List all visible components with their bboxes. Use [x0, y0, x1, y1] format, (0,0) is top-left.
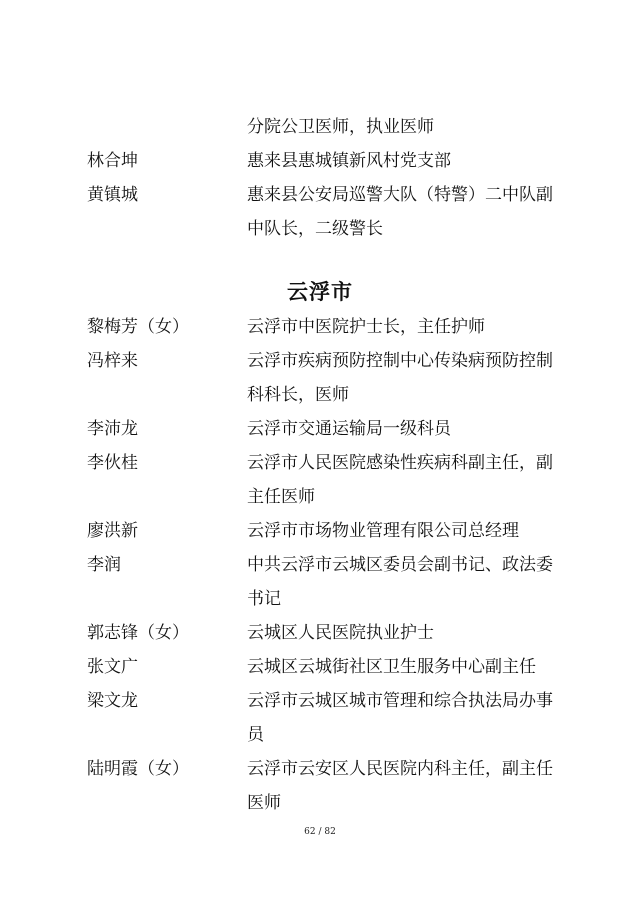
entry-name: 冯梓来 — [87, 351, 138, 371]
entry-role: 云浮市交通运输局一级科员 — [247, 419, 451, 439]
section-entries — [0, 310, 640, 820]
list-item — [0, 752, 640, 820]
entry-role: 云浮市疾病预防控制中心传染病预防控制科科长，医师 — [247, 351, 553, 405]
entry-name: 黎梅芳（女） — [87, 317, 189, 337]
list-item — [0, 310, 640, 344]
entry-role: 惠来县惠城镇新风村党支部 — [247, 151, 451, 171]
list-item — [0, 548, 640, 616]
page-number: 62 / 82 — [304, 827, 336, 837]
list-item — [0, 616, 640, 650]
list-item — [0, 514, 640, 548]
entry-role: 惠来县公安局巡警大队（特警）二中队副中队长，二级警长 — [247, 185, 553, 239]
entry-role: 云浮市人民医院感染性疾病科副主任，副主任医师 — [247, 453, 553, 507]
entry-role: 云浮市云安区人民医院内科主任，副主任医师 — [247, 759, 553, 813]
list-item — [0, 650, 640, 684]
entry-name: 李沛龙 — [87, 419, 138, 439]
entry-name: 李润 — [87, 555, 121, 575]
list-item — [0, 144, 640, 178]
entry-role: 中共云浮市云城区委员会副书记、政法委书记 — [247, 555, 553, 609]
entry-name: 张文广 — [87, 657, 138, 677]
list-item — [0, 412, 640, 446]
list-item — [0, 178, 640, 246]
entry-role: 云浮市市场物业管理有限公司总经理 — [247, 521, 519, 541]
entry-role: 云城区云城街社区卫生服务中心副主任 — [247, 657, 536, 677]
entry-name: 李伙桂 — [87, 453, 138, 473]
entry-name: 梁文龙 — [87, 691, 138, 711]
entry-role: 云浮市中医院护士长，主任护师 — [247, 317, 485, 337]
entry-name: 郭志锋（女） — [87, 623, 189, 643]
list-item — [0, 446, 640, 514]
list-item — [0, 684, 640, 752]
entry-name: 陆明霞（女） — [87, 759, 189, 779]
entry-name: 林合坤 — [87, 151, 138, 171]
list-item — [0, 344, 640, 412]
entry-role: 分院公卫医师，执业医师 — [247, 117, 434, 137]
section-title: 云浮市 — [287, 280, 353, 304]
continued-entry — [0, 110, 640, 144]
entries-before-section — [0, 144, 640, 246]
entry-role: 云城区人民医院执业护士 — [247, 623, 434, 643]
entry-name: 黄镇城 — [87, 185, 138, 205]
entry-role: 云浮市云城区城市管理和综合执法局办事员 — [247, 691, 553, 745]
entry-name: 廖洪新 — [87, 521, 138, 541]
list-item — [0, 110, 640, 144]
